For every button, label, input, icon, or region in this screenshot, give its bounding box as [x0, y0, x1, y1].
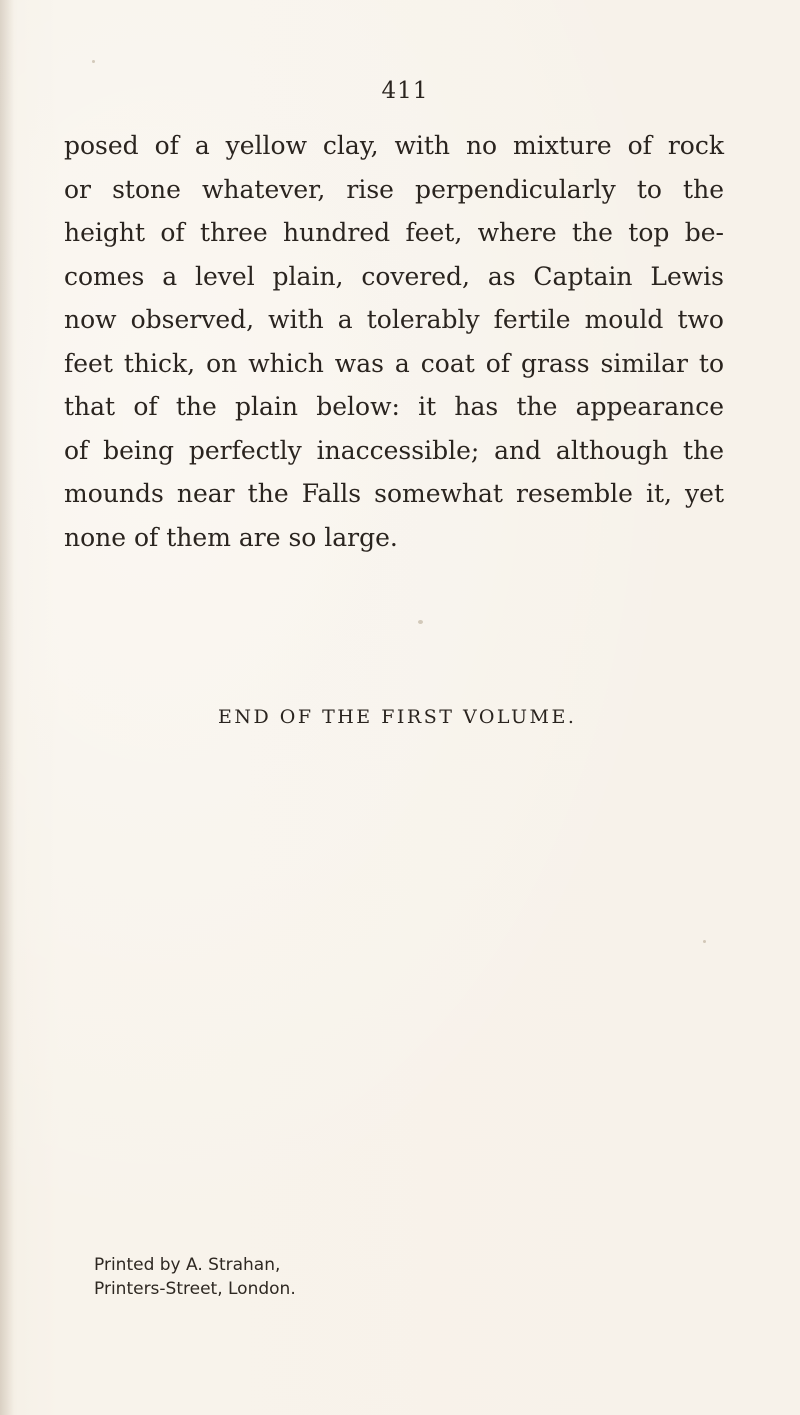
text-line: comes a level plain, covered, as Captain Lewis: [64, 261, 724, 291]
text-line: of being perfectly inaccessible; and although the: [64, 435, 724, 465]
paper-speck: [703, 940, 706, 943]
printer-imprint: [94, 1253, 394, 1301]
page-number: 411: [381, 78, 429, 104]
text-line: that of the plain below: it has the appearance: [64, 392, 724, 421]
page-gutter-shadow: [0, 0, 14, 1415]
text-line-last: none of them are so large.: [64, 522, 398, 552]
text-line: or stone whatever, rise perpendicularly to the: [64, 174, 724, 204]
paper-speck: [418, 620, 423, 624]
body-paragraph: [64, 124, 724, 559]
text-line: feet thick, on which was a coat of grass similar to: [64, 348, 724, 378]
imprint-printer: Printed by A. Strahan,: [94, 1255, 281, 1275]
end-of-volume-notice: END OF THE FIRST VOLUME.: [218, 706, 577, 728]
text-line: height of three hundred feet, where the top be-: [64, 218, 724, 247]
paper-speck: [92, 60, 95, 63]
text-line: posed of a yellow clay, with no mixture of rock: [64, 131, 724, 160]
imprint-address: Printers-Street, London.: [94, 1279, 296, 1299]
text-line: mounds near the Falls somewhat resemble it, yet: [64, 479, 724, 508]
text-line: now observed, with a tolerably fertile mould two: [64, 305, 724, 334]
